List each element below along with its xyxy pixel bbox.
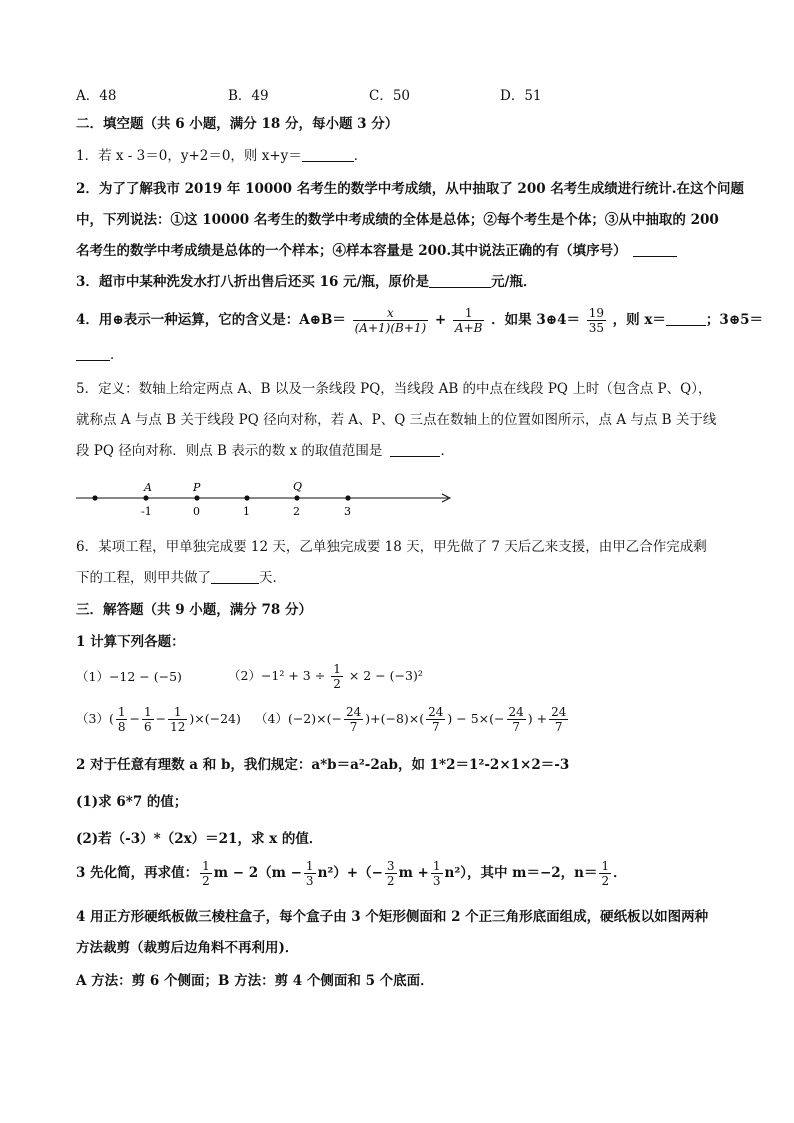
answer-blank (211, 569, 259, 584)
fraction-denominator: 2 (202, 874, 210, 888)
plus-sign: + (434, 312, 447, 328)
option-b: B．49 (228, 88, 269, 104)
answer-1-part-2 (228, 660, 423, 692)
point-marker (143, 495, 148, 500)
answer-4-line-1: 4 用正方形硬纸板做三棱柱盒子，每个盒子由 3 个矩形侧面和 2 个正三角形底面组成，硬纸板以如图两种 (76, 909, 709, 925)
section-2-title: 二．填空题（共 6 小题，满分 18 分，每小题 3 分） (76, 116, 399, 132)
question-2-line-3 (76, 242, 677, 260)
point-marker (194, 495, 199, 500)
option-c: C．50 (369, 88, 411, 104)
fraction-denominator: 3 (305, 874, 314, 888)
fraction-numerator: 19 (588, 306, 604, 320)
fraction-denominator: 12 (170, 720, 186, 734)
fraction-numerator: 1 (143, 705, 152, 719)
answer-blank (76, 346, 110, 361)
answer-4-line-2: 方法裁剪（裁剪后边角料不再利用)． (76, 940, 299, 956)
point-label-q: Q (293, 480, 303, 493)
question-1 (76, 147, 367, 165)
fraction (549, 705, 568, 734)
part-4-mid: ) + (527, 711, 548, 726)
tick-label: 0 (193, 505, 200, 518)
question-1-text: 1．若 x - 3＝0，y+2＝0，则 x+y＝ (76, 148, 302, 164)
fraction (344, 705, 363, 734)
fraction (453, 306, 485, 335)
tick-label: 2 (293, 505, 300, 518)
fraction-numerator: 24 (345, 705, 362, 719)
question-6-line-2-text: 下的工程，则甲共做了 (76, 570, 211, 586)
answer-3-pre: 3 先化简，再求值： (76, 865, 199, 881)
fraction-denominator: (A+1)(B+1) (354, 321, 427, 335)
point-marker (294, 495, 299, 500)
fraction-denominator: 2 (333, 677, 341, 691)
fraction (385, 859, 397, 888)
part-3-post: )×(−24) (189, 711, 241, 726)
question-3-end: 元/瓶． (491, 274, 537, 290)
fraction-denominator: 35 (588, 321, 604, 335)
option-d: D．51 (500, 88, 542, 104)
question-5-end: ． (440, 443, 454, 459)
fraction-denominator: 8 (117, 720, 126, 734)
fraction-numerator: 24 (551, 705, 567, 719)
fraction (507, 705, 526, 734)
tick-label: 3 (344, 505, 351, 518)
question-2-line-1: 2．为了了解我市 2019 年 10000 名考生的数学中考成绩，从中抽取了 200 名考生成绩进行统计.在这个问题 (76, 181, 745, 197)
part-3-pre: （3）( (76, 711, 114, 726)
question-5-line-3 (76, 442, 454, 460)
answer-3-end: ． (613, 865, 627, 881)
fraction (426, 705, 445, 734)
question-4-mid: ．如果 3⊕4＝ (491, 312, 580, 328)
answer-1-part-1: （1）−12 − (−5) (76, 669, 182, 684)
fraction-numerator: 1 (333, 662, 341, 676)
tick-label: 1 (243, 505, 250, 518)
answer-blank (429, 273, 491, 288)
question-3-text: 3．超市中某种洗发水打八折出售后还买 16 元/瓶，原价是 (76, 274, 430, 290)
fraction (587, 306, 606, 335)
answer-3-body: m + (398, 865, 429, 881)
question-4-pre: 4．用⊕表示一种运算，它的含义是：A⊕B＝ (76, 312, 346, 328)
point-marker (244, 495, 249, 500)
answer-blank (390, 442, 440, 457)
fraction-numerator: 1 (202, 859, 210, 873)
answer-3-body: n²），其中 m＝−2，n＝ (444, 865, 598, 881)
fraction (142, 705, 154, 734)
question-5-line-1: 5．定义：数轴上给定两点 A、B 以及一条线段 PQ，当线段 AB 的中点在线段 PQ 上时（包含点 P、Q）， (76, 381, 712, 397)
fraction (353, 306, 429, 335)
answer-blank (633, 242, 677, 257)
fraction-numerator: 1 (173, 705, 182, 719)
fraction (431, 859, 443, 888)
answer-1-part-4 (255, 703, 570, 735)
question-2-line-2: 中，下列说法：①这 10000 名考生的数学中考成绩的全体是总体；②每个考生是个体；③从中抽取的 200 (76, 212, 719, 228)
fraction (116, 705, 128, 734)
answer-4-line-3: A 方法：剪 6 个侧面；B 方法：剪 4 个侧面和 5 个底面． (76, 973, 434, 989)
question-5-line-3-text: 段 PQ 径向对称．则点 B 表示的数 x 的取值范围是 (76, 443, 383, 459)
question-4-end: ． (110, 347, 124, 363)
section-3-title: 三．解答题（共 9 小题，满分 78 分） (76, 602, 312, 618)
question-4-cont (76, 346, 124, 364)
question-3 (76, 273, 536, 291)
fraction-numerator: 24 (508, 705, 524, 719)
fraction (599, 859, 611, 888)
fraction-numerator: 1 (305, 859, 314, 873)
answer-3-body: n²）+（− (317, 865, 383, 881)
point-label-p: P (193, 481, 201, 494)
part-4-pre: （4）(−2)×(− (255, 711, 342, 726)
question-6-line-1: 6．某项工程，甲单独完成要 12 天，乙单独完成要 18 天，甲先做了 7 天后乙来支援，由甲乙合作完成剩 (76, 539, 707, 555)
fraction (168, 705, 187, 734)
part-2-post: × 2 − (−3)² (348, 668, 423, 683)
fraction (200, 859, 212, 888)
answer-3 (76, 857, 627, 889)
question-4-then: ，则 x＝ (612, 312, 666, 328)
answer-1-part-3: （3）( $\frac{1}{8}$ − $\frac{1}{6}$ − $\frac{1}{12}$ )×(−24) (76, 705, 241, 734)
question-5-line-2: 就称点 A 与点 B 关于线段 PQ 径向对称，若 A、P、Q 三点在数轴上的位置如图所示，点 A 与点 B 关于线 (76, 412, 717, 428)
fraction-denominator: 3 (432, 874, 441, 888)
fraction (331, 662, 343, 691)
point-marker (345, 495, 350, 500)
answer-2-line-2: (1)求 6*7 的值； (76, 794, 188, 810)
fraction-numerator: 1 (117, 705, 126, 719)
number-line (76, 478, 461, 520)
part-4-mid: ) − 5×(− (447, 711, 505, 726)
fraction-denominator: 7 (507, 719, 526, 734)
answer-3-body: m − 2（m − (213, 865, 302, 881)
answer-blank (302, 147, 354, 162)
question-2-line-3-text: 名考生的数学中考成绩是总体的一个样本；④样本容量是 200.其中说法正确的有（填序号） (76, 243, 627, 259)
fraction-denominator: 2 (386, 874, 395, 888)
fraction-denominator: 7 (426, 719, 445, 734)
fraction-numerator: 1 (432, 859, 441, 873)
fraction-denominator: A+B (454, 321, 483, 335)
question-4 (76, 304, 763, 336)
fraction-numerator: x (387, 306, 394, 320)
part-2-pre: （2）−1² + 3 ÷ (228, 668, 326, 683)
point-marker (92, 495, 97, 500)
answer-2-line-1: 2 对于任意有理数 a 和 b，我们规定：a*b＝a²-2ab，如 1*2＝1²-2×1×2＝-3 (76, 757, 570, 773)
part-4-mid: )+(−8)×( (365, 711, 425, 726)
fraction-numerator: 1 (464, 306, 473, 320)
tick-label: -1 (141, 505, 152, 518)
fraction-denominator: 7 (344, 719, 363, 734)
fraction-denominator: 2 (601, 874, 610, 888)
answer-blank (666, 311, 706, 326)
answer-2-line-3: (2)若（-3）*（2x）＝21，求 x 的值． (76, 831, 323, 847)
fraction-denominator: 6 (143, 720, 152, 734)
fraction-numerator: 24 (428, 705, 444, 719)
question-6-line-2 (76, 569, 286, 587)
fraction-numerator: 1 (601, 859, 610, 873)
fraction (304, 859, 316, 888)
option-a: A．48 (76, 88, 117, 104)
fraction-denominator: 7 (549, 719, 568, 734)
question-1-end: ． (353, 148, 368, 164)
question-6-end: 天． (259, 570, 286, 586)
point-label-a: A (144, 481, 152, 494)
answer-1-title: 1 计算下列各题： (76, 634, 185, 650)
fraction-numerator: 3 (386, 859, 395, 873)
question-4-semi: ；3⊕5＝ (705, 312, 764, 328)
